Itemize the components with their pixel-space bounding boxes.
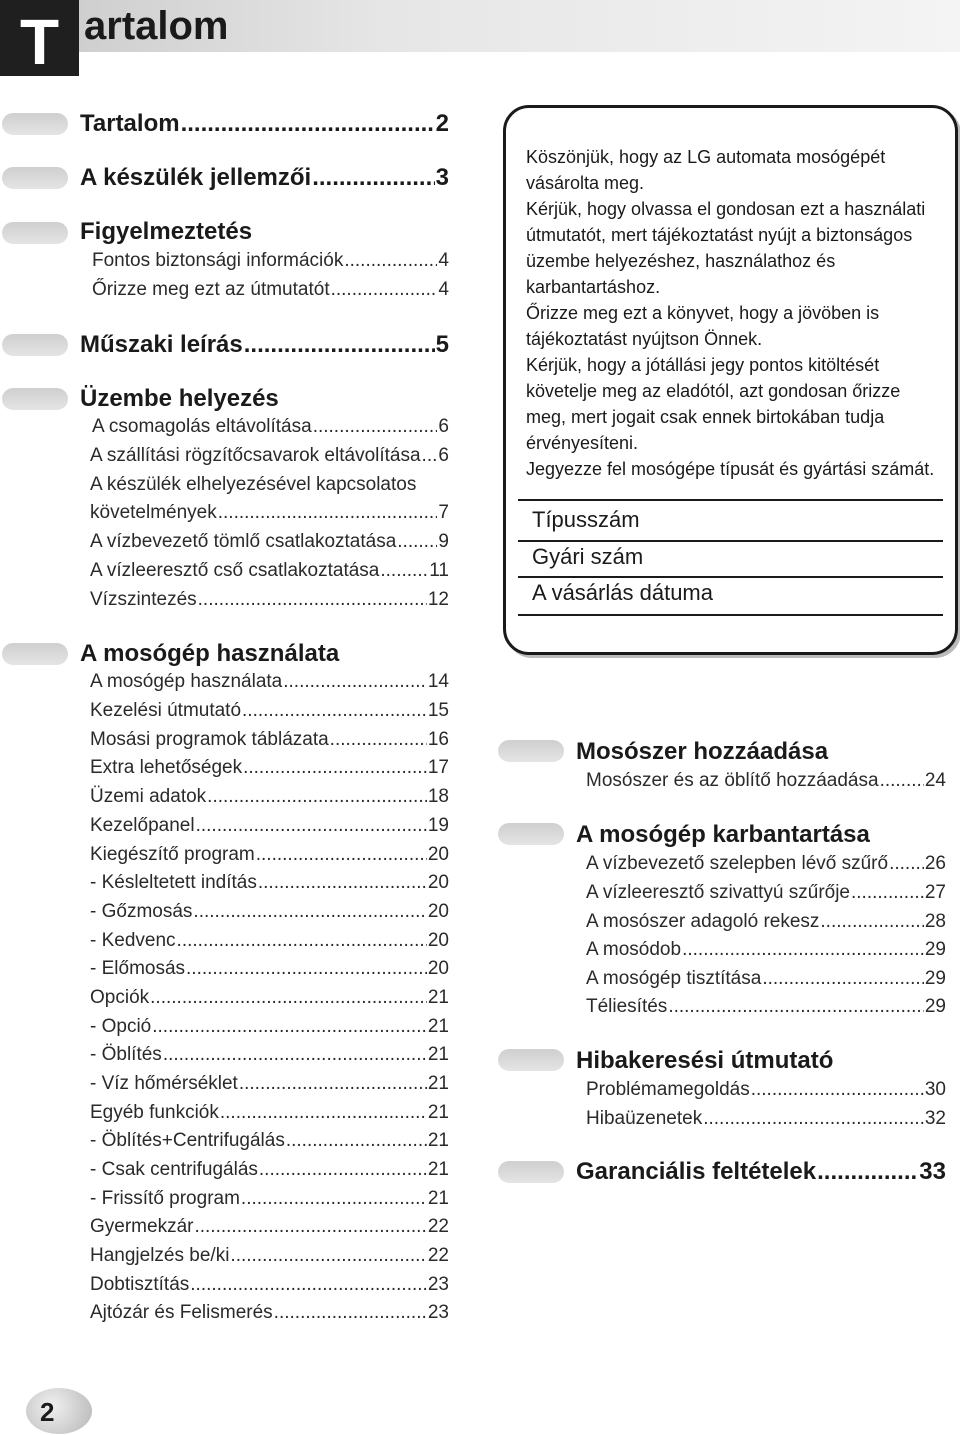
- toc-entry-label: A vízbevezető tömlő csatlakoztatása: [90, 531, 397, 552]
- toc-page-number: 4: [438, 250, 449, 271]
- toc-entry-label: Gyermekzár: [90, 1216, 194, 1237]
- toc-page-number: 24: [924, 770, 946, 791]
- toc-entry-label: Opciók: [90, 987, 150, 1008]
- toc-entry-label: A vízbevezető szelepben lévő szűrő: [586, 853, 889, 874]
- page-title: artalom: [84, 4, 229, 48]
- toc-page-number: 12: [427, 589, 449, 610]
- toc-dot-leader: [668, 996, 924, 1018]
- toc-entry[interactable]: [586, 996, 946, 1022]
- toc-page-number: 30: [924, 1079, 946, 1100]
- toc-dot-leader: [889, 853, 924, 875]
- toc-entry[interactable]: [92, 250, 449, 276]
- toc-entry[interactable]: [90, 671, 449, 697]
- toc-entry-label: Hibaüzenetek: [586, 1108, 703, 1129]
- toc-entry[interactable]: [90, 589, 449, 615]
- toc-entry[interactable]: [90, 786, 449, 812]
- toc-dot-leader: [152, 1016, 427, 1038]
- toc-entry-label: - Kedvenc: [90, 930, 176, 951]
- info-text-line: karbantartáshoz.: [526, 277, 661, 297]
- toc-entry-label: Egyéb funkciók: [90, 1102, 219, 1123]
- section-marker-pill: [2, 643, 68, 665]
- info-text-line: meg, mert jogait csak ennek birtokában tudja: [526, 407, 885, 427]
- toc-entry[interactable]: [90, 901, 449, 927]
- toc-dot-leader: [230, 1245, 426, 1267]
- toc-dot-leader: [762, 968, 924, 990]
- toc-entry-label: Kezelőpanel: [90, 815, 195, 836]
- toc-dot-leader: [196, 815, 427, 837]
- toc-entry[interactable]: [92, 279, 449, 305]
- section-marker-pill: [498, 1049, 564, 1071]
- toc-page-number: 27: [924, 882, 946, 903]
- toc-entry-label: Problémamegoldás: [586, 1079, 750, 1100]
- info-text-line: Jegyezze fel mosógépe típusát és gyártási számát.: [526, 459, 935, 479]
- toc-entry[interactable]: [586, 770, 946, 796]
- toc-section-title: Hibakeresési útmutató: [576, 1047, 834, 1074]
- toc-section-title: A mosógép karbantartása: [576, 821, 870, 848]
- toc-page-number: 21: [427, 987, 449, 1008]
- toc-dot-leader: [397, 531, 437, 553]
- toc-dot-leader: [244, 331, 435, 359]
- toc-entry[interactable]: [90, 958, 449, 984]
- toc-page-number: 21: [427, 1130, 449, 1151]
- toc-entry[interactable]: [90, 531, 449, 557]
- toc-dot-leader: [344, 250, 437, 272]
- toc-dot-leader: [198, 589, 427, 611]
- toc-section-entry[interactable]: [80, 164, 449, 194]
- toc-dot-leader: [880, 770, 924, 792]
- toc-page-number: 28: [924, 911, 946, 932]
- toc-page-number: 15: [427, 700, 449, 721]
- toc-section-title: A mosógép használata: [80, 640, 340, 667]
- toc-page-number: 20: [427, 901, 449, 922]
- toc-page-number: 20: [427, 958, 449, 979]
- toc-section-title: Üzembe helyezés: [80, 385, 279, 412]
- info-field-label: Gyári szám: [532, 544, 644, 569]
- field-rule-line: [518, 499, 943, 501]
- info-text-line: Őrizze meg ezt a könyvet, hogy a jövöben is: [526, 303, 880, 323]
- toc-entry[interactable]: [90, 502, 449, 528]
- toc-entry-label: A csomagolás eltávolítása: [92, 416, 312, 437]
- toc-dot-leader: [259, 1159, 427, 1181]
- toc-section-title: Figyelmeztetés: [80, 218, 253, 245]
- toc-page-number: 4: [438, 279, 449, 300]
- toc-entry-label: A mosógép használata: [90, 671, 283, 692]
- toc-dot-leader: [177, 930, 427, 952]
- toc-entry-label: A vízleeresztő szivattyú szűrője: [586, 882, 850, 903]
- toc-page-number: 21: [427, 1188, 449, 1209]
- toc-entry[interactable]: [90, 1302, 449, 1328]
- toc-page-number: 20: [427, 930, 449, 951]
- toc-page-number: 17: [427, 757, 449, 778]
- toc-entry-label: Hangjelzés be/ki: [90, 1245, 230, 1266]
- toc-entry-label: - Késleltetett indítás: [90, 872, 257, 893]
- toc-page-number: 5: [435, 331, 449, 358]
- info-text-line: útmutatót, mert tájékoztatást nyújt a biztonságos: [526, 225, 913, 245]
- toc-entry-label: - Gőzmosás: [90, 901, 193, 922]
- toc-dot-leader: [242, 700, 427, 722]
- toc-dot-leader: [312, 164, 434, 192]
- info-field-label: A vásárlás dátuma: [532, 580, 713, 605]
- toc-dot-leader: [330, 729, 427, 751]
- toc-dot-leader: [274, 1302, 427, 1324]
- toc-page-number: 19: [427, 815, 449, 836]
- toc-entry[interactable]: [586, 1108, 946, 1134]
- toc-page-number: 32: [924, 1108, 946, 1129]
- section-marker-pill: [2, 334, 68, 356]
- toc-entry-label: Garanciális feltételek: [576, 1158, 817, 1185]
- toc-page-number: 22: [427, 1245, 449, 1266]
- toc-entry-label: - Csak centrifugálás: [90, 1159, 258, 1180]
- toc-entry-label: Mosószer és az öblítő hozzáadása: [586, 770, 879, 791]
- toc-page-number: 20: [427, 872, 449, 893]
- toc-entry[interactable]: [90, 844, 449, 870]
- toc-entry-label: Kezelési útmutató: [90, 700, 242, 721]
- info-field-label: Típusszám: [532, 507, 640, 532]
- toc-entry[interactable]: [90, 1044, 449, 1070]
- toc-entry[interactable]: [90, 1073, 449, 1099]
- toc-entry-label: - Öblítés: [90, 1044, 162, 1065]
- toc-page-number: 7: [438, 502, 449, 523]
- toc-section-entry[interactable]: [80, 110, 449, 140]
- toc-entry-label: - Opció: [90, 1016, 152, 1037]
- toc-entry[interactable]: [90, 757, 449, 783]
- toc-entry-label: Műszaki leírás: [80, 331, 243, 358]
- toc-entry[interactable]: [90, 729, 449, 755]
- info-text-line: Köszönjük, hogy az LG automata mosógépét: [526, 147, 886, 167]
- toc-page-number: 6: [438, 445, 449, 466]
- toc-page-number: 3: [435, 164, 449, 191]
- toc-entry-label: Kiegészítő program: [90, 844, 255, 865]
- toc-dot-leader: [286, 1130, 427, 1152]
- toc-entry[interactable]: [90, 1102, 449, 1128]
- toc-entry-label: A készülék jellemzői: [80, 164, 312, 191]
- toc-page-number: 26: [924, 853, 946, 874]
- toc-entry-label: A szállítási rögzítőcsavarok eltávolítása: [90, 445, 421, 466]
- info-text-line: Kérjük, hogy a jótállási jegy pontos kitöltését: [526, 355, 880, 375]
- section-marker-pill: [498, 740, 564, 762]
- section-marker-pill: [498, 823, 564, 845]
- toc-page-number: 11: [429, 560, 449, 581]
- toc-page-number: 9: [438, 531, 449, 552]
- toc-dot-leader: [751, 1079, 924, 1101]
- toc-entry-label: Fontos biztonsági információk: [92, 250, 344, 271]
- header-initial-letter: T: [0, 0, 79, 76]
- toc-section-title: Mosószer hozzáadása: [576, 738, 829, 765]
- toc-page-number: 29: [924, 968, 946, 989]
- toc-page-number: 29: [924, 996, 946, 1017]
- info-text-line: üzembe helyezéshez, használathoz és: [526, 251, 836, 271]
- toc-page-number: 14: [427, 671, 449, 692]
- toc-dot-leader: [207, 786, 427, 808]
- toc-entry[interactable]: [586, 882, 946, 908]
- toc-entry[interactable]: [90, 1245, 449, 1271]
- toc-entry[interactable]: [90, 1188, 449, 1214]
- toc-page-number: 29: [924, 939, 946, 960]
- toc-dot-leader: [331, 279, 438, 301]
- info-text-line: tájékoztatást nyújtson Önnek.: [526, 329, 763, 349]
- toc-entry[interactable]: [90, 560, 449, 586]
- toc-dot-leader: [703, 1108, 924, 1130]
- toc-dot-leader: [241, 1188, 427, 1210]
- section-marker-pill: [498, 1161, 564, 1183]
- toc-entry[interactable]: [586, 968, 946, 994]
- toc-entry[interactable]: [90, 987, 449, 1013]
- toc-entry-label: Mosási programok táblázata: [90, 729, 329, 750]
- toc-dot-leader: [193, 901, 426, 923]
- page-number-badge: [26, 1388, 92, 1434]
- toc-page-number: 2: [435, 110, 449, 137]
- toc-entry-label: Tartalom: [80, 110, 180, 137]
- toc-entry[interactable]: [90, 872, 449, 898]
- toc-entry[interactable]: [90, 815, 449, 841]
- toc-entry[interactable]: [90, 445, 449, 471]
- toc-entry-label: Extra lehetőségek: [90, 757, 243, 778]
- toc-dot-leader: [239, 1073, 427, 1095]
- toc-dot-leader: [380, 560, 428, 582]
- toc-entry-label: - Frissítő program: [90, 1188, 240, 1209]
- toc-dot-leader: [243, 757, 427, 779]
- toc-dot-leader: [422, 445, 438, 467]
- toc-dot-leader: [313, 416, 438, 438]
- toc-entry[interactable]: [586, 939, 946, 965]
- toc-entry-label: A mosószer adagoló rekesz: [586, 911, 820, 932]
- toc-page-number: 16: [427, 729, 449, 750]
- page-number: 2: [40, 1397, 55, 1427]
- toc-entry-label: Vízszintezés: [90, 589, 197, 610]
- field-rule-line: [518, 540, 943, 542]
- toc-dot-leader: [817, 1158, 918, 1186]
- toc-entry-label: - Előmosás: [90, 958, 186, 979]
- toc-entry[interactable]: [586, 1079, 946, 1105]
- toc-section-entry[interactable]: [80, 331, 449, 361]
- toc-dot-leader: [851, 882, 924, 904]
- toc-entry-label: Üzemi adatok: [90, 786, 207, 807]
- toc-dot-leader: [820, 911, 923, 933]
- toc-entry-text: A készülék elhelyezésével kapcsolatos: [90, 474, 417, 495]
- info-text-line: vásárolta meg.: [526, 173, 645, 193]
- toc-entry-label: A mosódob: [586, 939, 682, 960]
- toc-section-entry[interactable]: [576, 1158, 946, 1188]
- toc-entry[interactable]: [90, 1159, 449, 1185]
- toc-dot-leader: [194, 1216, 426, 1238]
- toc-dot-leader: [256, 844, 427, 866]
- toc-dot-leader: [181, 110, 435, 138]
- toc-dot-leader: [186, 958, 427, 980]
- toc-entry[interactable]: [90, 1274, 449, 1300]
- toc-entry-label: - Víz hőmérséklet: [90, 1073, 238, 1094]
- toc-entry[interactable]: [92, 416, 449, 442]
- toc-entry[interactable]: [90, 1216, 449, 1242]
- toc-entry-label: Dobtisztítás: [90, 1274, 190, 1295]
- section-marker-pill: [2, 222, 68, 244]
- toc-dot-leader: [220, 1102, 427, 1124]
- section-marker-pill: [2, 388, 68, 410]
- toc-page-number: 18: [427, 786, 449, 807]
- toc-dot-leader: [218, 502, 438, 524]
- section-marker-pill: [2, 113, 68, 135]
- toc-page-number: 20: [427, 844, 449, 865]
- toc-entry-label: Téliesítés: [586, 996, 668, 1017]
- toc-entry-label: Ajtózár és Felismerés: [90, 1302, 273, 1323]
- info-text-line: érvényesíteni.: [526, 433, 639, 453]
- section-marker-pill: [2, 167, 68, 189]
- toc-page-number: 21: [427, 1159, 449, 1180]
- toc-dot-leader: [283, 671, 427, 693]
- toc-page-number: 6: [438, 416, 449, 437]
- toc-entry[interactable]: [90, 1130, 449, 1156]
- toc-page-number: 23: [427, 1302, 449, 1323]
- toc-dot-leader: [163, 1044, 427, 1066]
- toc-entry-label: A mosógép tisztítása: [586, 968, 762, 989]
- toc-page-number: 21: [427, 1044, 449, 1065]
- toc-page-number: 23: [427, 1274, 449, 1295]
- toc-entry[interactable]: [586, 911, 946, 937]
- toc-entry[interactable]: [90, 1016, 449, 1042]
- toc-page-number: 21: [427, 1073, 449, 1094]
- field-rule-line: [518, 614, 943, 616]
- toc-page-number: 21: [427, 1016, 449, 1037]
- toc-dot-leader: [682, 939, 924, 961]
- toc-entry-label: A vízleeresztő cső csatlakoztatása: [90, 560, 380, 581]
- toc-page-number: 22: [427, 1216, 449, 1237]
- field-rule-line: [518, 576, 943, 578]
- toc-dot-leader: [150, 987, 427, 1009]
- info-text-line: követelje meg az eladótól, azt gondosan őrizze: [526, 381, 901, 401]
- toc-entry[interactable]: [90, 930, 449, 956]
- toc-entry-label: Őrizze meg ezt az útmutatót: [92, 279, 330, 300]
- toc-entry[interactable]: [586, 853, 946, 879]
- toc-page-number: 33: [919, 1158, 946, 1185]
- toc-entry-label: - Öblítés+Centrifugálás: [90, 1130, 285, 1151]
- toc-dot-leader: [258, 872, 427, 894]
- toc-page-number: 21: [427, 1102, 449, 1123]
- toc-dot-leader: [190, 1274, 427, 1296]
- toc-entry[interactable]: [90, 700, 449, 726]
- toc-entry-label: követelmények: [90, 502, 217, 523]
- info-text-line: Kérjük, hogy olvassa el gondosan ezt a használati: [526, 199, 926, 219]
